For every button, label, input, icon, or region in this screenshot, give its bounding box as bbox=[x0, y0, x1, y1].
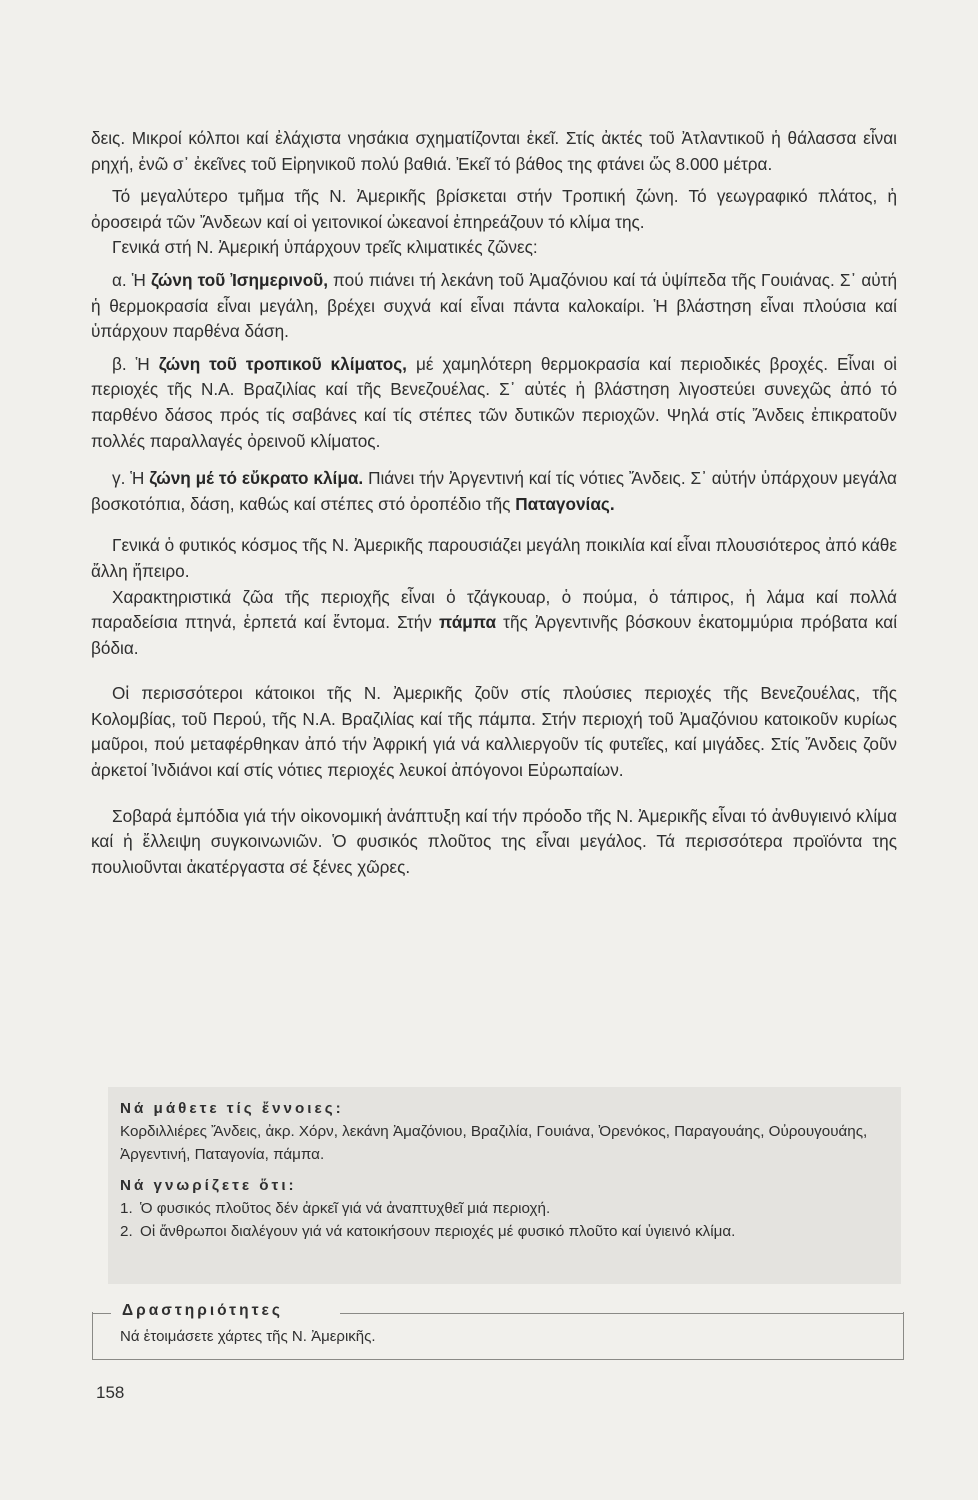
paragraph-intro: δεις. Μικροί κόλποι καί ἐλάχιστα νησάκια σχηματίζονται ἐκεῖ. Στίς ἀκτές τοῦ Ἀτλαντικοῦ ἡ θάλασσα εἶναι ρηχή, ἐνῶ σ᾽ ἐκεῖνες τοῦ Εἰρηνικοῦ πολύ βαθιά. Ἐκεῖ τό βάθος της φτάνει ὥς 8.000 μέτρα. bbox=[91, 128, 897, 174]
activities-heading: Δραστηριότητες bbox=[118, 1302, 287, 1320]
zone-temperate: γ. Ἡ ζώνη μέ τό εὔκρατο κλίμα. Πιάνει τήν Ἀργεντινή καί τίς νότιες Ἄνδεις. Σ᾽ αὐτήν ὑπάρχουν μεγάλα βοσκοτόπια, δάση, καθώς καί στέπες στό ὀροπέδιο τῆς Παταγονίας. bbox=[91, 468, 897, 514]
zone-equator: α. Ἡ ζώνη τοῦ Ἰσημερινοῦ, πού πιάνει τή λεκάνη τοῦ Ἀμαζόνιου καί τά ὑψίπεδα τῆς Γουιάνας. Σ᾽ αὐτή ἡ θερμοκρασία εἶναι μεγάλη, βρέχει συχνά καί εἶναι πάντα καλοκαίρι. Ἡ βλάστηση εἶναι πλούσια καί ὑπάρχουν παρθένα δάση. bbox=[91, 269, 897, 342]
zone-equator-term: ζώνη τοῦ Ἰσημερινοῦ, bbox=[150, 269, 328, 290]
summary-box bbox=[108, 1087, 901, 1284]
concepts-heading: Νά μάθετε τίς ἔννοιες: bbox=[120, 1100, 344, 1117]
facts-list bbox=[120, 1197, 889, 1243]
list-item: 2. Οἱ ἄνθρωποι διαλέγουν γιά νά κατοικήσουν περιοχές μέ φυσικό πλοῦτο καί ὑγιεινό κλίμα. bbox=[120, 1223, 736, 1240]
patagonia-term: Παταγονίας. bbox=[515, 493, 615, 514]
paragraph-fauna: Χαρακτηριστικά ζῶα τῆς περιοχῆς εἶναι ὁ τζάγκουαρ, ὁ πούμα, ὁ τάπιρος, ἡ λάμα καί πολλά παραδείσια πτηνά, ἑρπετά καί ἔντομα. Στήν πάμπα τῆς Ἀργεντινῆς βόσκουν ἑκατομμύρια πρόβατα καί βόδια. bbox=[91, 586, 898, 658]
paragraph-economy: Σοβαρά ἐμπόδια γιά τήν οἰκονομική ἀνάπτυξη καί τήν πρόοδο τῆς Ν. Ἀμερικῆς εἶναι τό ἀνθυγιεινό κλίμα καί ἡ ἔλλειψη συγκοινωνιῶν. Ὁ φυσικός πλοῦτος της εἶναι μεγάλος. Τά περισσότερα προϊόντα της πουλιοῦνται ἀκατέργαστα σέ ξένες χῶρες. bbox=[91, 805, 897, 877]
list-item: 1. Ὁ φυσικός πλοῦτος δέν ἀρκεῖ γιά νά ἀναπτυχθεῖ μιά περιοχή. bbox=[120, 1200, 551, 1217]
activities-text: Νά ἑτοιμάσετε χάρτες τῆς Ν. Ἀμερικῆς. bbox=[120, 1328, 376, 1345]
paragraph-population: Οἱ περισσότεροι κάτοικοι τῆς Ν. Ἀμερικῆς ζοῦν στίς πλούσιες περιοχές τῆς Βενεζουέλας, τῆς Κολομβίας, τοῦ Περού, τῆς Ν.Α. Βραζιλίας καί τῆς πάμπα. Στήν περιοχή τοῦ Ἀμαζόνιου κατοικοῦν κυρίως μαῦροι, πού μεταφέρθηκαν ἀπό τήν Ἀφρική γιά νά καλλιεργοῦν τίς φυτεῖες, καί μιγάδες. Στίς Ἄνδεις ζοῦν ἀρκετοί Ἰνδιάνοι καί στίς νότιες περιοχές λευκοί ἀπόγονοι Εὐρωπαίων. bbox=[91, 683, 897, 781]
zone-tropical-term: ζώνη τοῦ τροπικοῦ κλίματος, bbox=[158, 353, 407, 374]
pampa-term: πάμπα bbox=[439, 612, 497, 633]
zone-temperate-term: ζώνη μέ τό εὔκρατο κλίμα. bbox=[149, 468, 364, 489]
concepts-list: Κορδιλλιέρες Ἄνδεις, ἀκρ. Χόρν, λεκάνη Ἀμαζόνιου, Βραζιλία, Γουιάνα, Ὀρενόκος, Παραγουάης, Οὐρουγουάης, Ἀργεντινή, Παταγονία, πάμπα. bbox=[120, 1123, 868, 1163]
page-number: 158 bbox=[96, 1383, 125, 1402]
paragraph-tropic: Τό μεγαλύτερο τμῆμα τῆς Ν. Ἀμερικῆς βρίσκεται στήν Τροπική ζώνη. Τό γεωγραφικό πλάτος, ἡ ὀροσειρά τῶν Ἄνδεων καί οἱ γειτονικοί ὠκεανοί ἐπηρεάζουν τό κλίμα της. bbox=[91, 186, 897, 232]
know-heading: Νά γνωρίζετε ὅτι: bbox=[120, 1177, 297, 1194]
paragraph-climate-zones: Γενικά στή Ν. Ἀμερική ὑπάρχουν τρεῖς κλιματικές ζῶνες: bbox=[112, 237, 538, 258]
paragraph-flora: Γενικά ὁ φυτικός κόσμος τῆς Ν. Ἀμερικῆς παρουσιάζει μεγάλη ποικιλία καί εἶναι πλουσιότερος ἀπό κάθε ἄλλη ἤπειρο. bbox=[91, 535, 897, 581]
main-text bbox=[91, 126, 897, 880]
zone-tropical: β. Ἡ ζώνη τοῦ τροπικοῦ κλίματος, μέ χαμηλότερη θερμοκρασία καί περιοδικές βροχές. Εἶναι οἱ περιοχές τῆς Ν.Α. Βραζιλίας καί τῆς Βενεζουέλας. Σ᾽ αὐτές ἡ βλάστηση λιγοστεύει συνεχῶς ἀπό τό παρθένο δάσος πρός τίς σαβάνες καί τίς στέπες τῶν δυτικῶν περιοχῶν. Ψηλά στίς Ἄνδεις ἐπικρατοῦν πολλές παραλλαγές ὀρεινοῦ κλίματος. bbox=[91, 353, 897, 451]
activities-frame-topline bbox=[340, 1313, 904, 1314]
activities-frame-topline bbox=[92, 1313, 111, 1314]
